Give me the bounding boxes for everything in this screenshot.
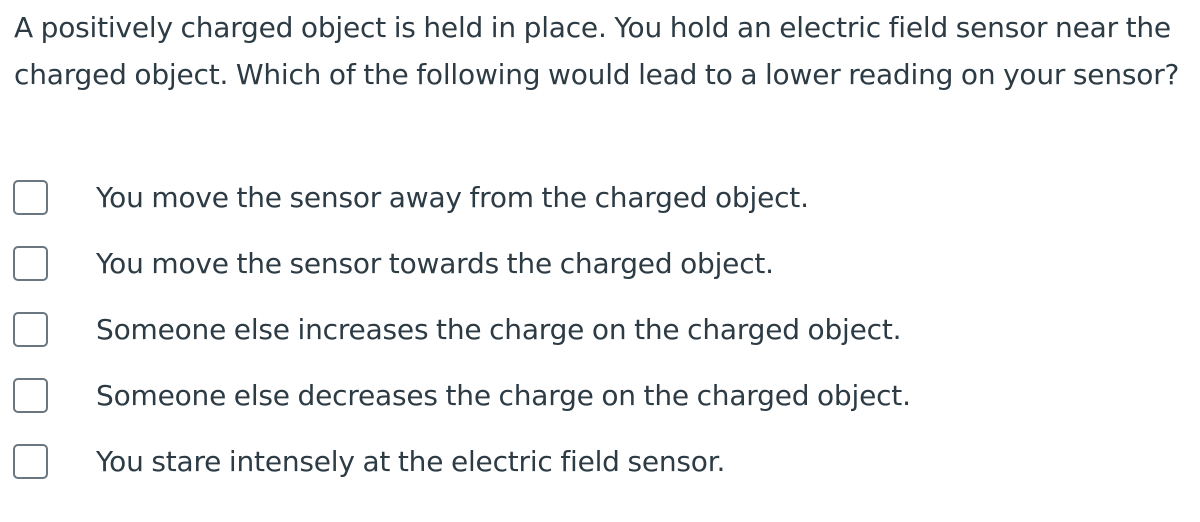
checkbox[interactable]: [13, 180, 48, 215]
checkbox[interactable]: [13, 246, 48, 281]
answer-option-label[interactable]: You move the sensor away from the charged object.: [96, 181, 809, 214]
answer-option-label[interactable]: Someone else decreases the charge on the charged object.: [96, 379, 911, 412]
answer-option-label[interactable]: You move the sensor towards the charged object.: [96, 247, 774, 280]
answer-option-label[interactable]: You stare intensely at the electric field sensor.: [96, 445, 726, 478]
checkbox[interactable]: [13, 312, 48, 347]
checkbox[interactable]: [13, 444, 48, 479]
answer-options: [0, 168, 1200, 498]
answer-option[interactable]: [0, 300, 1200, 366]
answer-option[interactable]: [0, 432, 1200, 498]
answer-option[interactable]: [0, 366, 1200, 432]
question-text: A positively charged object is held in place. You hold an electric field sensor near the charged object. Which of the following would lead to a lower reading on your sensor?: [14, 11, 1180, 91]
answer-option[interactable]: [0, 168, 1200, 234]
answer-option-label[interactable]: Someone else increases the charge on the charged object.: [96, 313, 902, 346]
checkbox[interactable]: [13, 378, 48, 413]
answer-option[interactable]: [0, 234, 1200, 300]
